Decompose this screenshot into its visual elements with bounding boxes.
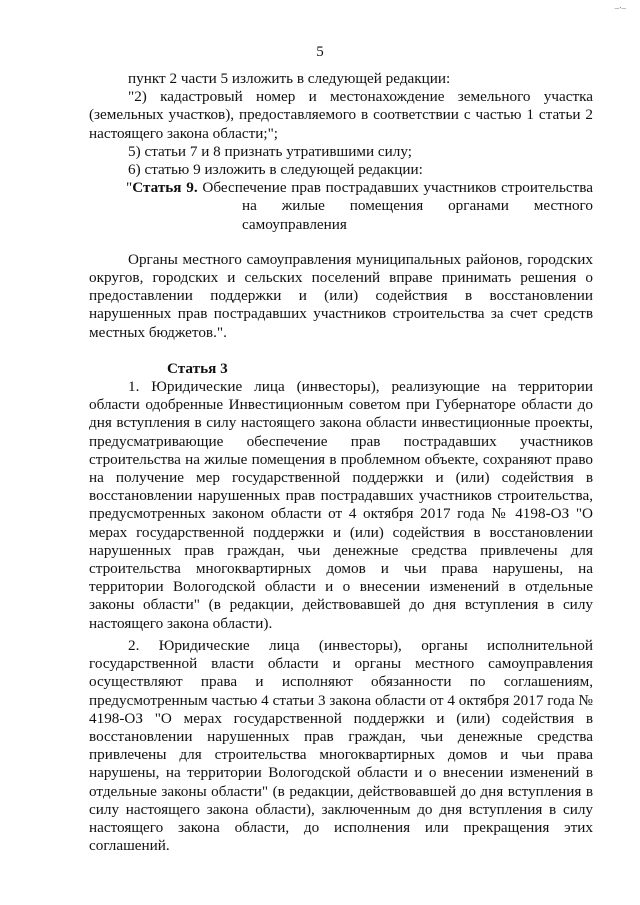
page-number: 5 xyxy=(316,44,324,60)
article-3-heading: Статья 3 xyxy=(167,359,228,377)
document-body xyxy=(89,70,593,855)
article-3-paragraph-2: 2. Юридические лица (инвесторы), органы исполнительной государственной власти области и органы местного самоуправления осуществляют права и исполняют обязанности по соглашениям, предусмотренным частью 4 статьи 3 закона области от 4 октября 2017 года № 4198-ОЗ "О мерах государственной поддержки и (или) содействия в восстановлении нарушенных прав граждан, чьи денежные средства привлечены для строительства многоквартирных домов и чьи права нарушены, на территории Вологодской области и о внесении изменений в отдельные законы области" (в редакции, действовавшей до дня вступления в силу настоящего закона области), заключенным до дня вступления в силу настоящего закона области, до исполнения или прекращения этих соглашений. xyxy=(89,636,593,855)
amendment-intro: пункт 2 части 5 изложить в следующей редакции: xyxy=(128,70,451,87)
article-3-paragraph-1: 1. Юридические лица (инвесторы), реализующие на территории области одобренные Инвестиционным советом при Губернаторе области до дня вступления в силу настоящего закона области инвестиционные проекты, предусматривающие обеспечение прав пострадавших участников строительства на жилые помещения в проблемном объекте, сохраняют право на получение мер государственной поддержки и (или) содействия в восстановлении нарушенных прав пострадавших участников строительства, предусмотренных законом области от 4 октября 2017 года № 4198-ОЗ "О мерах государственной поддержки и (или) содействия в восстановлении нарушенных прав граждан, чьи денежные средства привлечены для строительства многоквартирных домов и чьи права нарушены, на территории Вологодской области и о внесении изменений в отдельные законы области" (в редакции, действовавшей до дня вступления в силу настоящего закона области). xyxy=(89,378,593,632)
amendment-item-2: "2) кадастровый номер и местонахождение земельного участка (земельных участков), предоставляемого в соответствии с частью 1 статьи 2 настоящего закона области;"; xyxy=(89,88,593,142)
amendment-item-5: 5) статьи 7 и 8 признать утратившими силу; xyxy=(128,142,412,160)
article-9-heading xyxy=(89,179,593,234)
article-9-title-line2: на жилые помещения органами местного самоуправления xyxy=(242,197,593,233)
corner-mark: _._ xyxy=(614,0,626,10)
article-9-label: Статья 9. xyxy=(132,179,198,197)
article-9-title-line1: Обеспечение прав пострадавших участников строительства xyxy=(197,179,593,197)
article-9-quote: " xyxy=(126,179,133,197)
article-9-text: Органы местного самоуправления муниципальных районов, городских округов, городских и сельских поселений вправе принимать решения о предоставлении поддержки и (или) содействия в восстановлении нарушенных прав пострадавших участников строительства за счет средств местных бюджетов.". xyxy=(89,250,593,341)
amendment-item-6: 6) статью 9 изложить в следующей редакции: xyxy=(128,161,423,179)
